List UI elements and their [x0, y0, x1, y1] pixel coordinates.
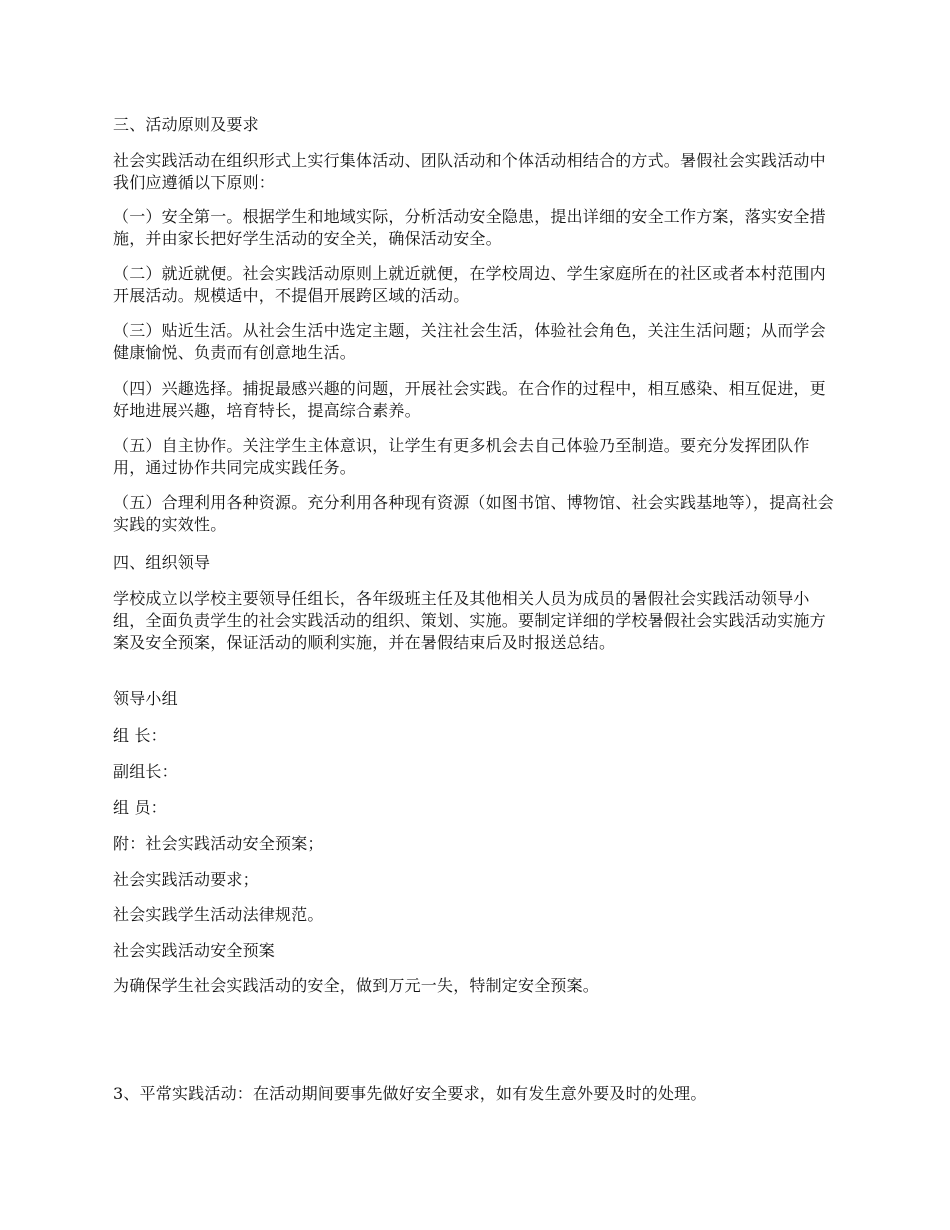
paragraph-leadership: 学校成立以学校主要领导任组长，各年级班主任及其他相关人员为成员的暑假社会实践活动领导小组，全面负责学生的社会实践活动的组织、策划、实施。要制定详细的学校暑假社会实践活动实施方案及安全预案，保证活动的顺利实施，并在暑假结束后及时报送总结。 — [113, 589, 826, 652]
section-heading-leadership: 四、组织领导 — [113, 553, 211, 572]
paragraph-principle-6: （五）合理利用各种资源。充分利用各种现有资源（如图书馆、博物馆、社会实践基地等），提高社会实践的实效性。 — [113, 493, 835, 534]
paragraph-principle-3: （三）贴近生活。从社会生活中选定主题，关注社会生活，体验社会角色，关注生活问题；从而学会健康愉悦、负责而有创意地生活。 — [113, 321, 826, 362]
appendix-legal-norms: 社会实践学生活动法律规范。 — [113, 905, 324, 924]
paragraph-principle-5: （五）自主协作。关注学生主体意识，让学生有更多机会去自己体验乃至制造。要充分发挥团队作用，通过协作共同完成实践任务。 — [113, 436, 810, 477]
section-heading-principles: 三、活动原则及要求 — [113, 115, 259, 134]
paragraph-principle-4: （四）兴趣选择。捕捉最感兴趣的问题，开展社会实践。在合作的过程中，相互感染、相互促进，更好地进展兴趣，培育特长，提高综合素养。 — [113, 379, 826, 420]
paragraph-principle-1: （一）安全第一。根据学生和地域实际，分析活动安全隐患，提出详细的安全工作方案，落实安全措施，并由家长把好学生活动的安全关，确保活动安全。 — [113, 207, 826, 248]
paragraph-principle-2: （二）就近就便。社会实践活动原则上就近就便，在学校周边、学生家庭所在的社区或者本村范围内开展活动。规模适中，不提倡开展跨区域的活动。 — [113, 264, 826, 305]
safety-plan-heading: 社会实践活动安全预案 — [113, 941, 276, 960]
deputy-leader-label: 副组长： — [113, 762, 178, 781]
leadership-group-label: 领导小组 — [113, 689, 178, 708]
appendix-safety-plan: 附：社会实践活动安全预案； — [113, 834, 324, 853]
group-leader-label: 组 长： — [113, 726, 167, 745]
safety-plan-intro: 为确保学生社会实践活动的安全，做到万元一失，特制定安全预案。 — [113, 976, 600, 995]
appendix-requirements: 社会实践活动要求； — [113, 870, 259, 889]
group-members-label: 组 员： — [113, 798, 167, 817]
paragraph-intro: 社会实践活动在组织形式上实行集体活动、团队活动和个体活动相结合的方式。暑假社会实践活动中我们应遵循以下原则： — [113, 151, 826, 192]
paragraph-daily-practice: 3、平常实践活动：在活动期间要事先做好安全要求，如有发生意外要及时的处理。 — [113, 1084, 707, 1103]
